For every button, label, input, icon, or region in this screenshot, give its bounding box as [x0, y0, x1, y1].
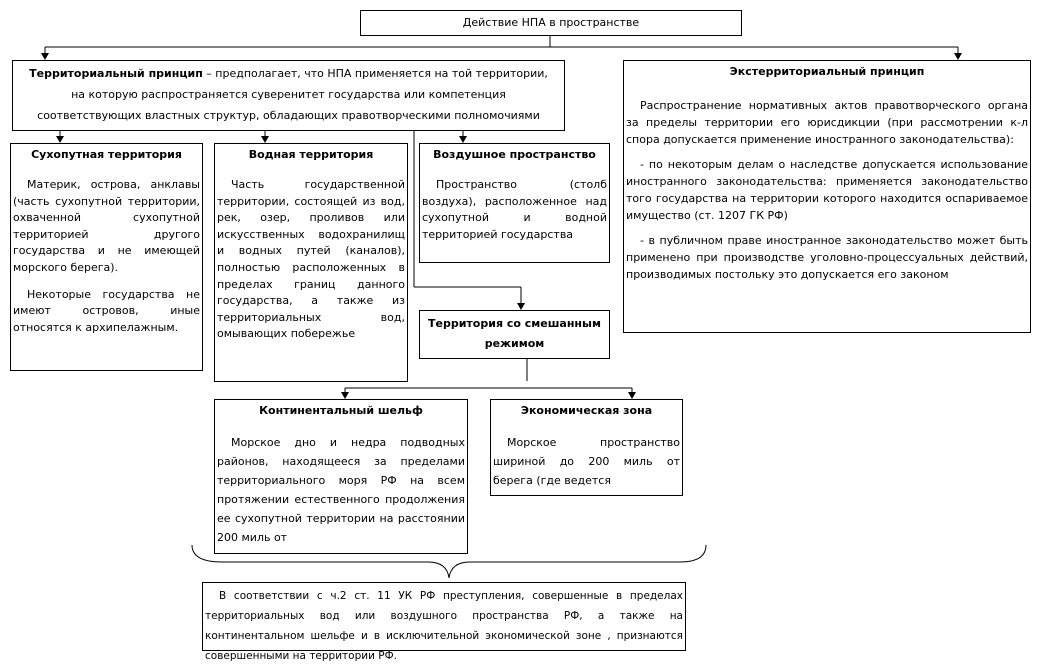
criminal-code-note-box [202, 582, 686, 662]
territorial-line-2: на которую распространяется суверенитет государства или компетенция [71, 88, 506, 101]
exterritorial-principle-box [623, 60, 1031, 333]
criminal-code-note-text: В соответствии с ч.2 ст. 11 УК РФ преступления, совершенные в пределах территориальных вод или воздушного пространства РФ, а также на континентальном шельфе и в исключительной экономической зоне , признаются совершенными на территории РФ. [205, 590, 683, 662]
airspace-title: Воздушное пространство [433, 148, 596, 161]
diagram-title: Действие НПА в пространстве [462, 16, 640, 29]
land-territory-paragraph-2: Некоторые государства не имеют островов, иные относятся к архипелажным. [13, 287, 200, 334]
mixed-regime-box [419, 310, 610, 359]
water-territory-title: Водная территория [248, 148, 374, 161]
mixed-regime-title: Территория со смешанным режимом [428, 317, 601, 350]
territorial-term: Территориальный принцип [29, 67, 203, 80]
title-box [360, 10, 742, 36]
land-territory-box [10, 143, 203, 371]
exterritorial-title: Экстерриториальный принцип [729, 65, 925, 78]
economic-zone-box [490, 399, 683, 496]
territorial-principle-box [12, 60, 565, 131]
economic-zone-text: Морское пространство шириной до 200 миль от берега (где ведется [493, 436, 680, 487]
land-territory-paragraph-1: Материк, острова, анклавы (часть сухопутной территории, охваченной сухопутной территорией другого государства и не имеющей морского берега). [13, 178, 200, 274]
water-territory-text: Часть государственной территории, состоящей из вод, рек, озер, проливов или искусственных водохранилищ и водных путей (каналов), полностью расположенных в пределах границ данного государства, а также из территориальных вод, омывающих побережье [217, 178, 405, 341]
continental-shelf-box [214, 399, 468, 554]
economic-zone-title: Экономическая зона [520, 404, 653, 417]
continental-shelf-text: Морское дно и недра подводных районов, находящееся за пределами территориального моря РФ на всем протяжении естественного продолжения ее сухопутной территории на расстоянии 200 миль от [217, 436, 465, 544]
exterritorial-paragraph-3: - в публичном праве иностранное законодательство может быть применено при производстве уголовно-процессуальных действий, производимых постольку это допускается его законом [626, 234, 1028, 281]
territorial-line-3: соответствующих властных структур, обладающих правотворческими полномочиями [37, 109, 540, 122]
territorial-line-1: Территориальный принцип – предполагает, что НПА применяется на той территории, [29, 67, 548, 80]
exterritorial-paragraph-2: - по некоторым делам о наследстве допускается использование иностранного законодательства: применяется законодательство того государства на территории которого находится оспариваемое имущество (ст. 1207 ГК РФ) [626, 158, 1028, 222]
exterritorial-paragraph-1: Распространение нормативных актов правотворческого органа за пределы территории его юрисдикции (при рассмотрении к-л спора допускается применение иностранного законодательства): [626, 99, 1028, 146]
airspace-box [419, 143, 610, 263]
water-territory-box [214, 143, 408, 382]
land-territory-title: Сухопутная территория [31, 148, 182, 161]
airspace-text: Пространство (столб воздуха), расположенное над сухопутной и водной территорией государства [422, 178, 607, 241]
continental-shelf-title: Континентальный шельф [259, 404, 423, 417]
